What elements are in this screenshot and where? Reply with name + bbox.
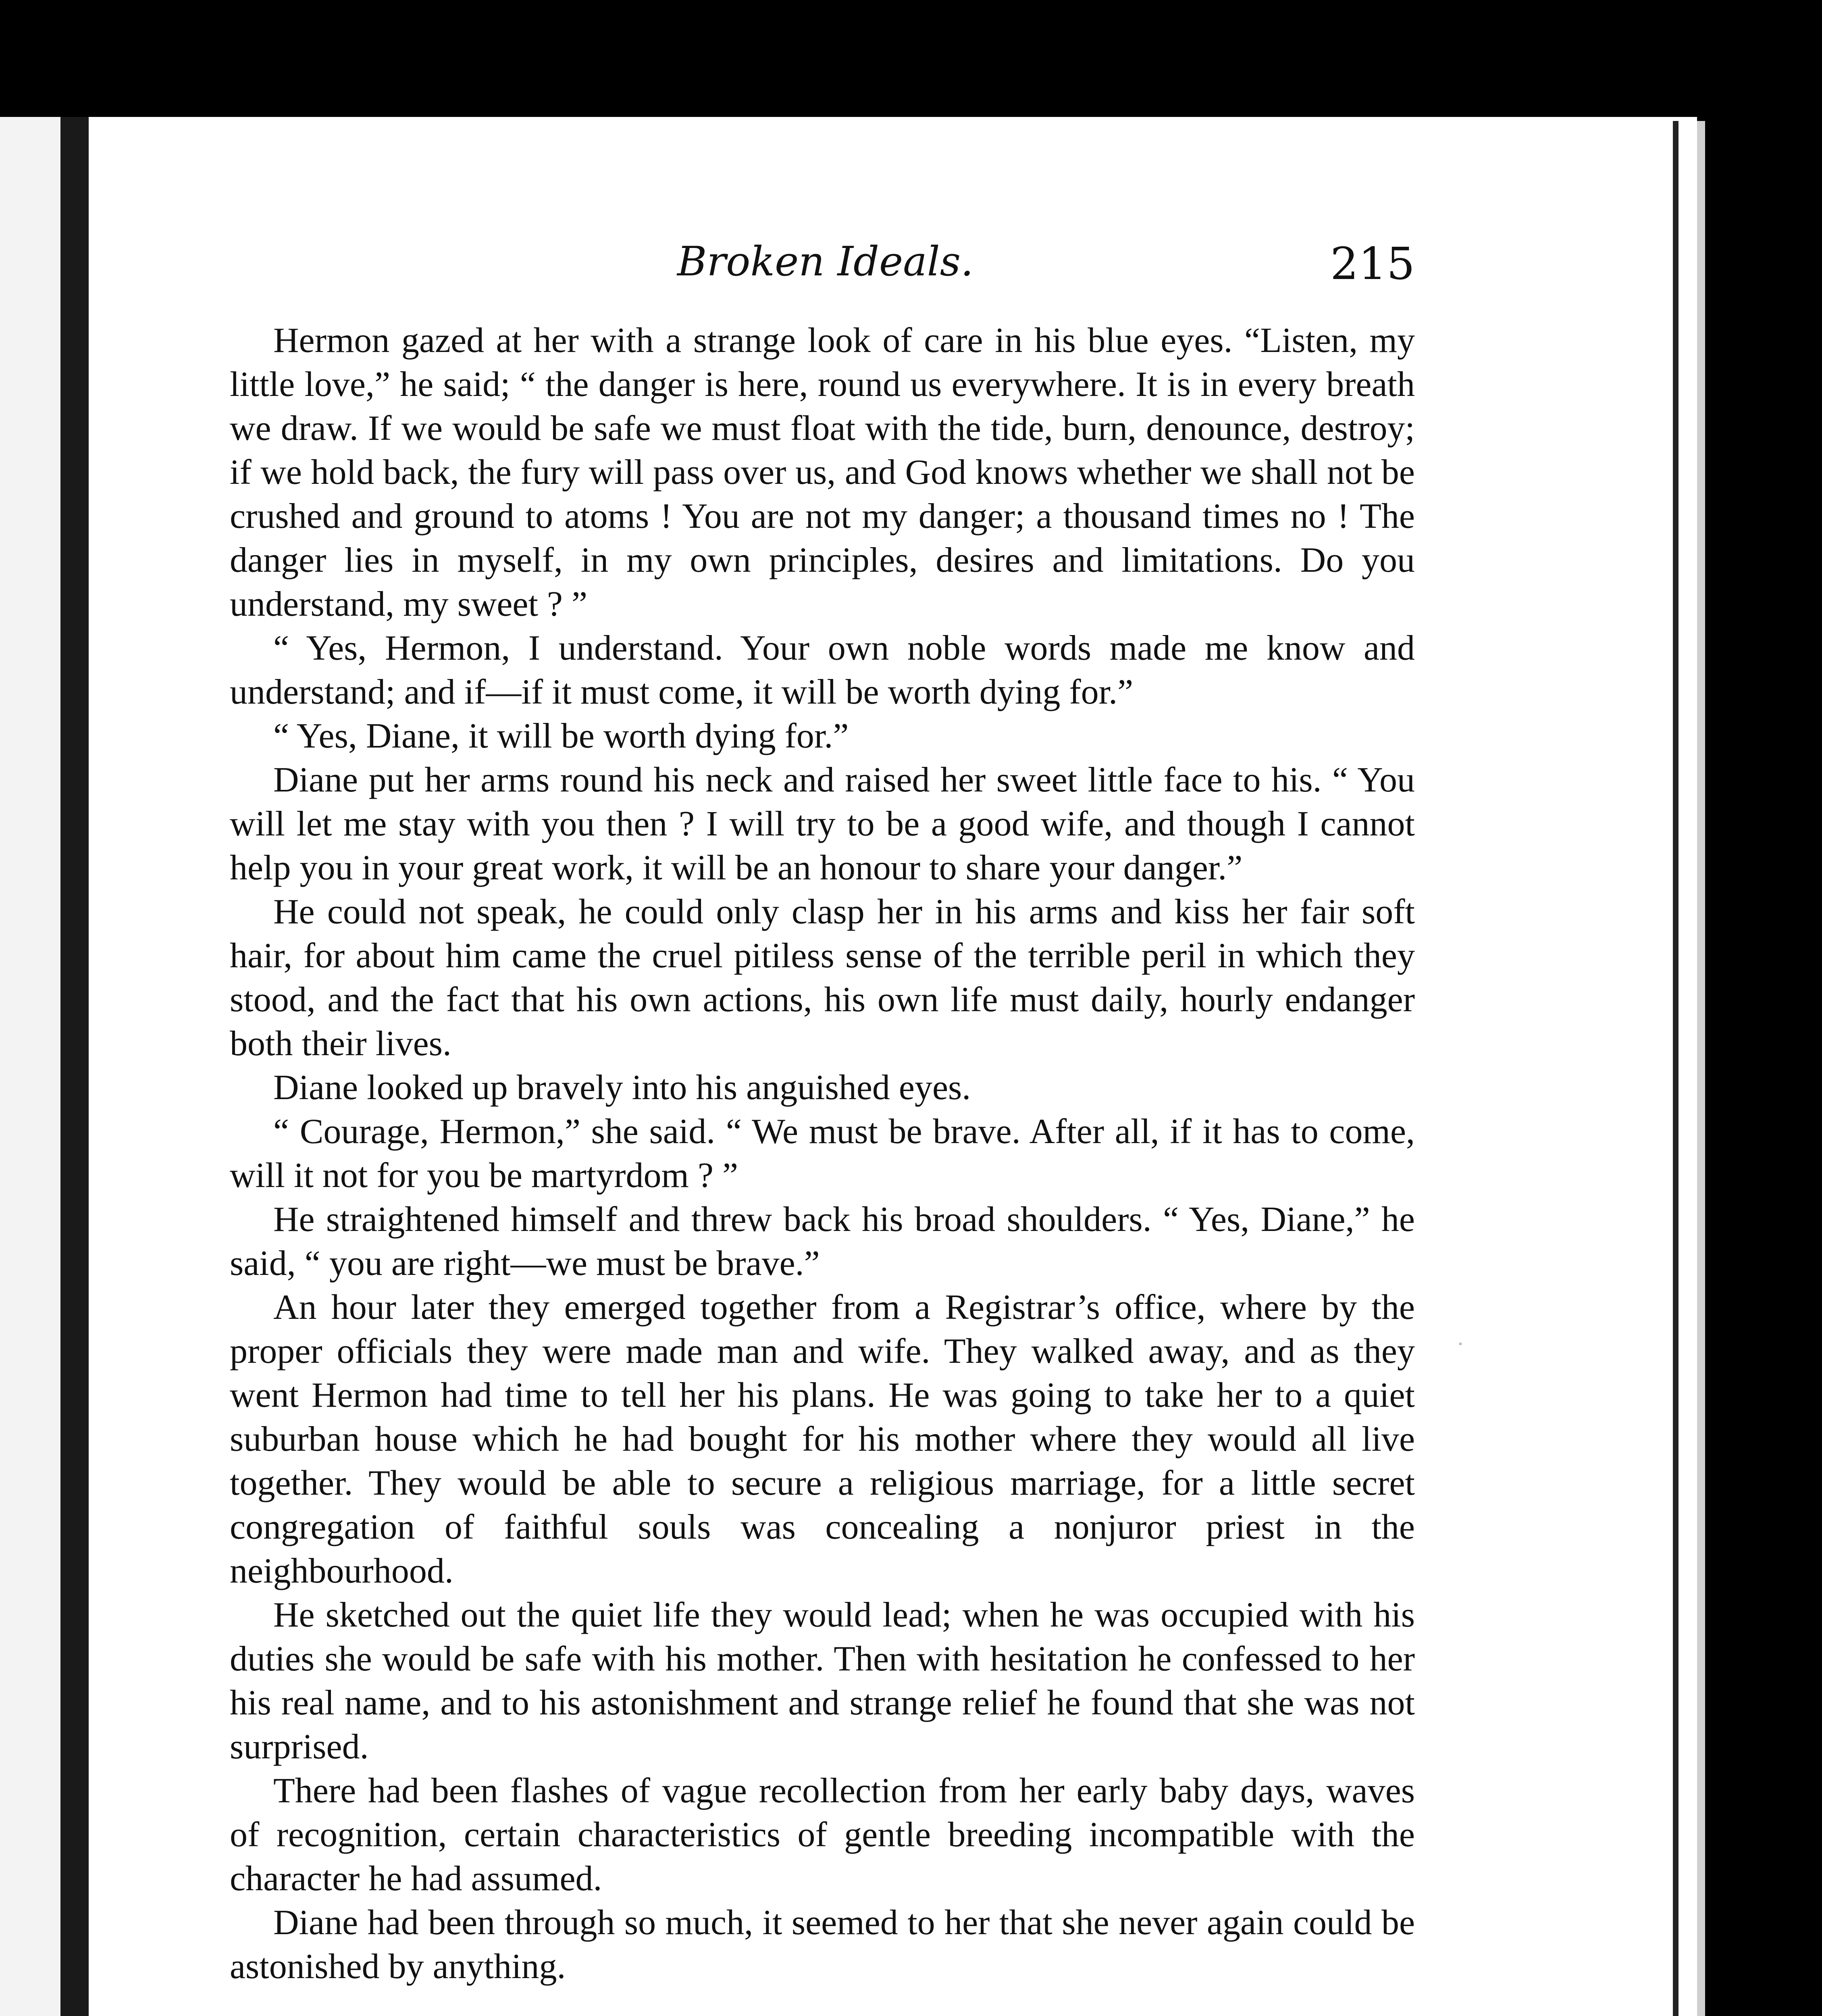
page-fore-edge [1697,121,1705,2016]
paragraph: Diane looked up bravely into his anguished eyes. [273,1068,971,1107]
paragraph: Diane put her arms round his neck and raised her sweet little face to his. “ You will let me stay with you then ? I will try to be a good wife, and though I cannot help you in your great work, it will be an honour to share your danger.” [230,760,1415,887]
paragraph: There had been flashes of vague recollection from her early baby days, waves of recognition, certain characteristics of gentle breeding incompatible with the character he had assumed. [230,1771,1415,1898]
paragraph: He sketched out the quiet life they would lead; when he was occupied with his duties she would be safe with his mother. Then with hesitation he confessed to her his real name, and to his astonishment and strange relief he found that she was not surprised. [230,1595,1415,1766]
paragraph: “ Yes, Diane, it will be worth dying for.” [273,716,849,756]
paragraph: “ Courage, Hermon,” she said. “ We must be brave. After all, if it has to come, will it not for you be martyrdom ? ” [230,1112,1415,1195]
paragraph: Diane had been through so much, it seemed to her that she never again could be astonished by anything. [230,1903,1415,1986]
page-edge-rule [1673,121,1678,2016]
running-head [234,238,1415,294]
page-speck [1459,1343,1462,1345]
body-text [230,319,1415,1989]
paragraph: An hour later they emerged together from a Registrar’s office, where by the proper officials they were made man and wife. They walked away, and as they went Hermon had time to tell her his plans. He was going to take her to a quiet suburban house which he had bought for his mother where they would all live together. They would be able to secure a religious marriage, for a little secret congregation of faithful souls was concealing a nonjuror priest in the neighbourhood. [230,1288,1415,1591]
running-title: Broken Ideals. [677,238,973,285]
book-gutter [60,117,89,2016]
paragraph: He straightened himself and threw back his broad shoulders. “ Yes, Diane,” he said, “ you are right—we must be brave.” [230,1200,1415,1283]
facing-page-edge [0,117,60,2016]
paragraph: He could not speak, he could only clasp her in his arms and kiss her fair soft hair, for about him came the cruel pitiless sense of the terrible peril in which they stood, and the fact that his own actions, his own life must daily, hourly endanger both their lives. [230,892,1415,1063]
paragraph: Hermon gazed at her with a strange look of care in his blue eyes. “Listen, my little love,” he said; “ the danger is here, round us everywhere. It is in every breath we draw. If we would be safe we must float with the tide, burn, denounce, destroy; if we hold back, the fury will pass over us, and God knows whether we shall not be crushed and ground to atoms ! You are not my danger; a thousand times no ! The danger lies in myself, in my own principles, desires and limitations. Do you understand, my sweet ? ” [230,321,1415,624]
paragraph: “ Yes, Hermon, I understand. Your own noble words made me know and understand; and if—if it must come, it will be worth dying for.” [230,629,1415,712]
page-number: 215 [1330,238,1415,289]
